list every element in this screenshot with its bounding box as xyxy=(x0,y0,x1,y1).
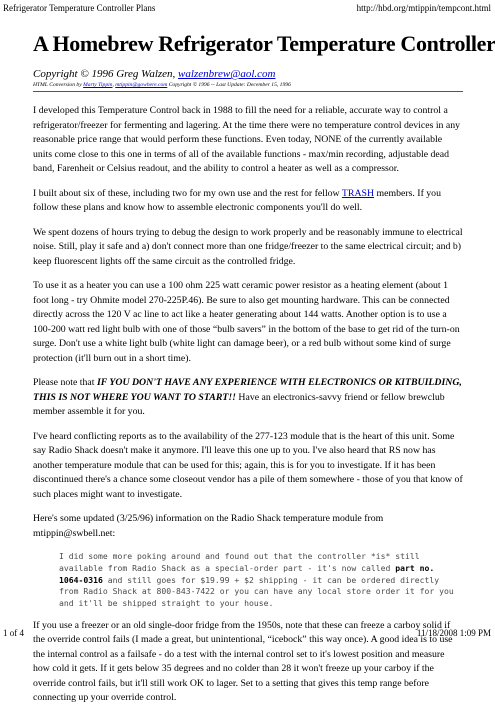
document-body xyxy=(33,30,495,716)
p2-text-b: members. If you follow these plans and know how to assemble electronic components you'll do well. xyxy=(33,187,441,213)
paragraph-heater: To use it as a heater you can use a 100 ohm 225 watt ceramic power resistor as a heating element (about 1 foot long - try Ohmite model 270-225P.46). Be sure to also get mounting hardware. This can be connected directly across the 120 V ac line to act like a heater generating about 144 watts. Another option is to use a 100-200 watt red light bulb with one of those “bulb savers” in the bottom of the base to get rid of the turn-on surge. Don't use a white light bulb (white light can damage beer), or a red bulb without some kind of surge protection (it'll burn out in a short time). xyxy=(33,280,460,364)
paragraph-built xyxy=(33,187,463,216)
paragraph-debug: We spent dozens of hours trying to debug the design to work properly and be reasonably immune to electrical noise. Still, play it safe and a) don't connect more than one fridge/freezer to the same electrical circuit; and b) keep fluorescent lights off the same circuit as the controlled fridge. xyxy=(33,226,463,267)
p5-text-a: Please note that xyxy=(33,377,97,388)
converter-email-link[interactable]: mtippin@gowhere.com xyxy=(115,82,168,88)
conv-prefix: HTML Conversion by xyxy=(33,82,84,88)
mono-text-a: I did some more poking around and found out that the controller *is* still available from Radio Shack as a special-order part - it's now called xyxy=(59,551,425,573)
p2-text-a: I built about six of these, including two for my own use and the rest for fellow xyxy=(33,187,342,199)
page-title: A Homebrew Refrigerator Temperature Controller xyxy=(33,31,495,56)
byline-text: Copyright © 1996 Greg Walzen, xyxy=(33,68,179,80)
conv-suffix: Copyright © 1996 -- Last Update: December 15, 1996 xyxy=(167,82,291,88)
browser-print-footer xyxy=(3,627,491,639)
quoted-update-block xyxy=(59,551,463,610)
paragraph-freezer: If you use a freezer or an old single-door fridge from the 1950s, note that these can freeze a carboy solid if the override control fails (I made a great, but unintentional, “icebock” this way once). A good idea is to use the internal control as a failsafe - do a test with the internal control set to it's lowest position and measure how cold it gets. If it gets below 35 degrees and no colder than 28 it won't freeze up your carboy if the override control fails, but it'll still work OK to lager. Set to a setting that gives this temp range before connecting up your override control. xyxy=(33,619,453,704)
mono-text-b: and still goes for $19.99 + $2 shipping - it can be ordered directly from Radio Shack at 800-843-7422 or you can have any local store order it for you and it'll be shipped straight to your house. xyxy=(59,574,459,609)
paragraph-availability: I've heard conflicting reports as to the availability of the 277-123 module that is the heart of this unit. Some say Radio Shack doesn't make it anymore. I'll leave this one up to you. I've also heard that RS now has another temperature module that can be used for this; again, this is for you to investigate. If it has been discontinued there's a chance some closeout vendor has a pile of them somewhere - those of you that know of such places might want to investigate. xyxy=(33,430,463,500)
paragraph-update: Here's some updated (3/25/96) information on the Radio Shack temperature module from mtippin@swbell.net: xyxy=(33,513,384,539)
conv-sep: , xyxy=(112,82,116,88)
print-datetime: 11/18/2008 1:09 PM xyxy=(416,628,491,638)
paragraph-warning xyxy=(33,376,463,420)
paragraph-intro: I developed this Temperature Control back in 1988 to fill the need for a reliable, accurate way to control a refrigerator/freezer for fermenting and lagering. At the time there were no temperature control devices in any reasonable price range that would perform these functions. Even today, NONE of the currently available units come close to this one in terms of all of the available functions - max/min recording, adjustable dead band, Farenheit or Celsius readout, and the ability to control a heater as well as a compressor. xyxy=(33,105,461,174)
experience-warning: IF YOU DON'T HAVE ANY EXPERIENCE WITH ELECTRONICS OR KITBUILDING, THIS IS NOT WHERE YOU WANT TO START!! xyxy=(33,377,462,403)
trash-link[interactable]: TRASH xyxy=(341,187,375,199)
print-page-number: 1 of 4 xyxy=(3,628,24,638)
part-number: part no. 1064-0316 xyxy=(59,562,440,585)
browser-print-header xyxy=(3,2,491,14)
p5-text-b: Have an electronics-savvy friend or fellow brewclub member assemble it for you. xyxy=(33,391,445,417)
conversion-credit xyxy=(33,81,463,89)
header-divider xyxy=(33,91,463,92)
copyright-byline xyxy=(33,67,463,81)
print-page-url: http://hbd.org/mtippin/tempcont.html xyxy=(356,3,491,13)
print-page-title: Refrigerator Temperature Controller Plans xyxy=(3,3,156,13)
author-email-link[interactable]: walzenbrew@aol.com xyxy=(178,68,276,80)
converter-name-link[interactable]: Marty Tippin xyxy=(83,82,113,88)
